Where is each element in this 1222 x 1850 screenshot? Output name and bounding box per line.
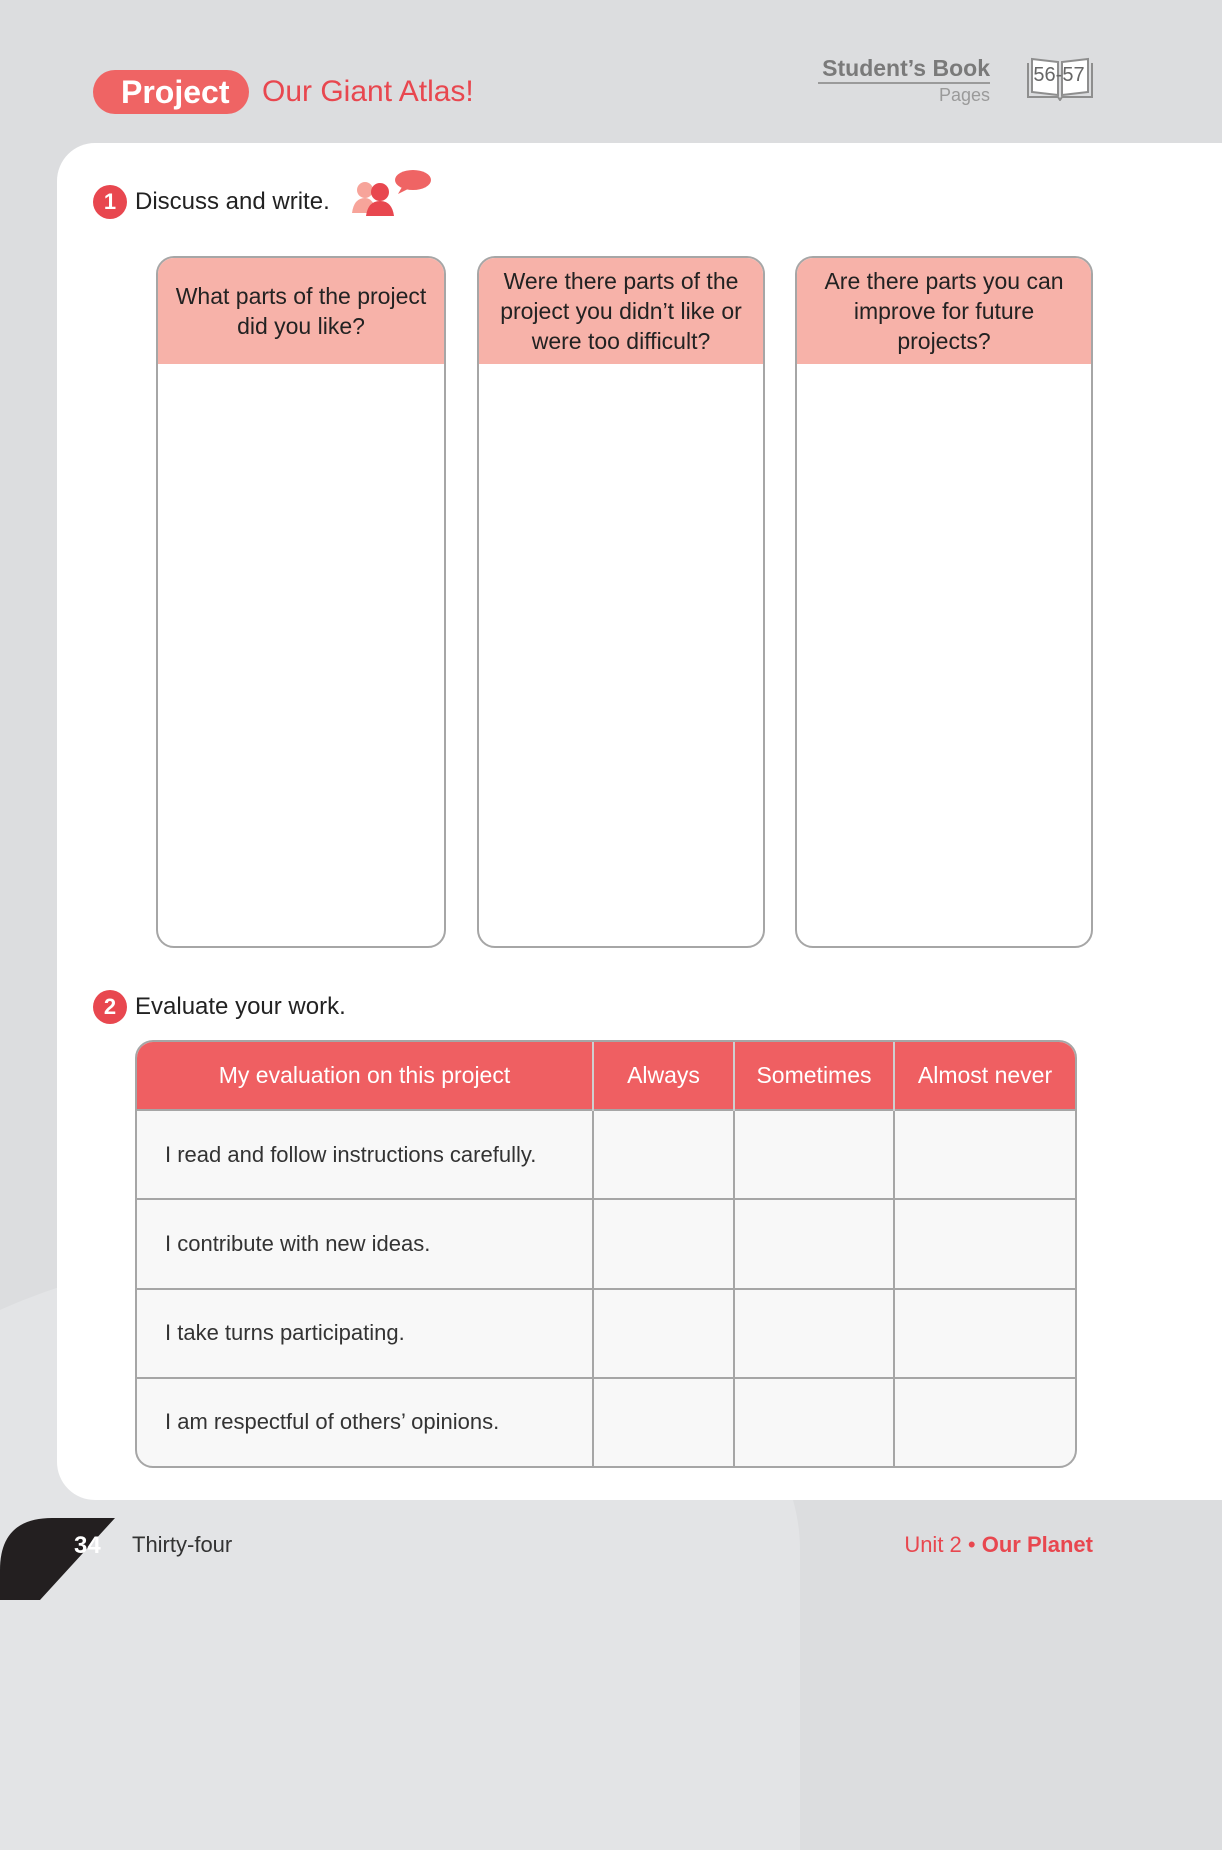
students-book-reference: [818, 54, 990, 106]
table-row: [137, 1289, 1075, 1378]
pages-label: Pages: [938, 85, 990, 105]
always-cell[interactable]: [593, 1378, 734, 1466]
statement-cell: I read and follow instructions carefully.: [137, 1110, 593, 1199]
page-number-word: Thirty-four: [132, 1532, 233, 1557]
always-cell[interactable]: [593, 1110, 734, 1199]
project-title: Our Giant Atlas!: [262, 75, 474, 108]
sometimes-cell[interactable]: [734, 1289, 894, 1378]
header-sometimes: Sometimes: [734, 1042, 894, 1110]
almost-never-cell[interactable]: [894, 1289, 1075, 1378]
table-row: [137, 1378, 1075, 1466]
column-question: Were there parts of the project you didn’t like or were too difficult?: [479, 258, 763, 364]
answer-column-liked[interactable]: [156, 256, 446, 948]
almost-never-cell[interactable]: [894, 1110, 1075, 1199]
header-evaluation: My evaluation on this project: [137, 1042, 593, 1110]
sometimes-cell[interactable]: [734, 1378, 894, 1466]
page-number: 34: [74, 1532, 101, 1559]
section-1-instruction: Discuss and write.: [135, 188, 330, 215]
statement-cell: I contribute with new ideas.: [137, 1199, 593, 1288]
statement-cell: I take turns participating.: [137, 1289, 593, 1378]
section-2-instruction: Evaluate your work.: [135, 993, 346, 1020]
pair-discussion-icon: [350, 168, 432, 218]
answer-column-improve[interactable]: [795, 256, 1093, 948]
table-row: [137, 1199, 1075, 1288]
pages-range: 56-57: [1033, 64, 1085, 86]
section-2-heading: [93, 990, 346, 1024]
unit-label: [904, 1532, 1093, 1558]
section-number-2: 2: [93, 990, 127, 1024]
header-always: Always: [593, 1042, 734, 1110]
page-corner-tab: [0, 1500, 130, 1600]
column-question: Are there parts you can improve for future projects?: [797, 258, 1091, 364]
almost-never-cell[interactable]: [894, 1378, 1075, 1466]
section-number-1: 1: [93, 185, 127, 219]
column-question: What parts of the project did you like?: [158, 258, 444, 364]
sometimes-cell[interactable]: [734, 1110, 894, 1199]
evaluation-table: [135, 1040, 1077, 1468]
almost-never-cell[interactable]: [894, 1199, 1075, 1288]
section-1-heading: [93, 185, 330, 219]
unit-title: Our Planet: [981, 1532, 1093, 1557]
unit-number: Unit 2: [904, 1532, 962, 1557]
always-cell[interactable]: [593, 1199, 734, 1288]
answer-column-difficult[interactable]: [477, 256, 765, 948]
project-badge: Project: [93, 70, 249, 114]
table-header-row: [137, 1042, 1075, 1110]
sometimes-cell[interactable]: [734, 1199, 894, 1288]
students-book-label: Student’s Book: [818, 54, 990, 84]
unit-bullet: •: [967, 1532, 976, 1557]
always-cell[interactable]: [593, 1289, 734, 1378]
header-almost-never: Almost never: [894, 1042, 1075, 1110]
table-row: [137, 1110, 1075, 1199]
statement-cell: I am respectful of others’ opinions.: [137, 1378, 593, 1466]
